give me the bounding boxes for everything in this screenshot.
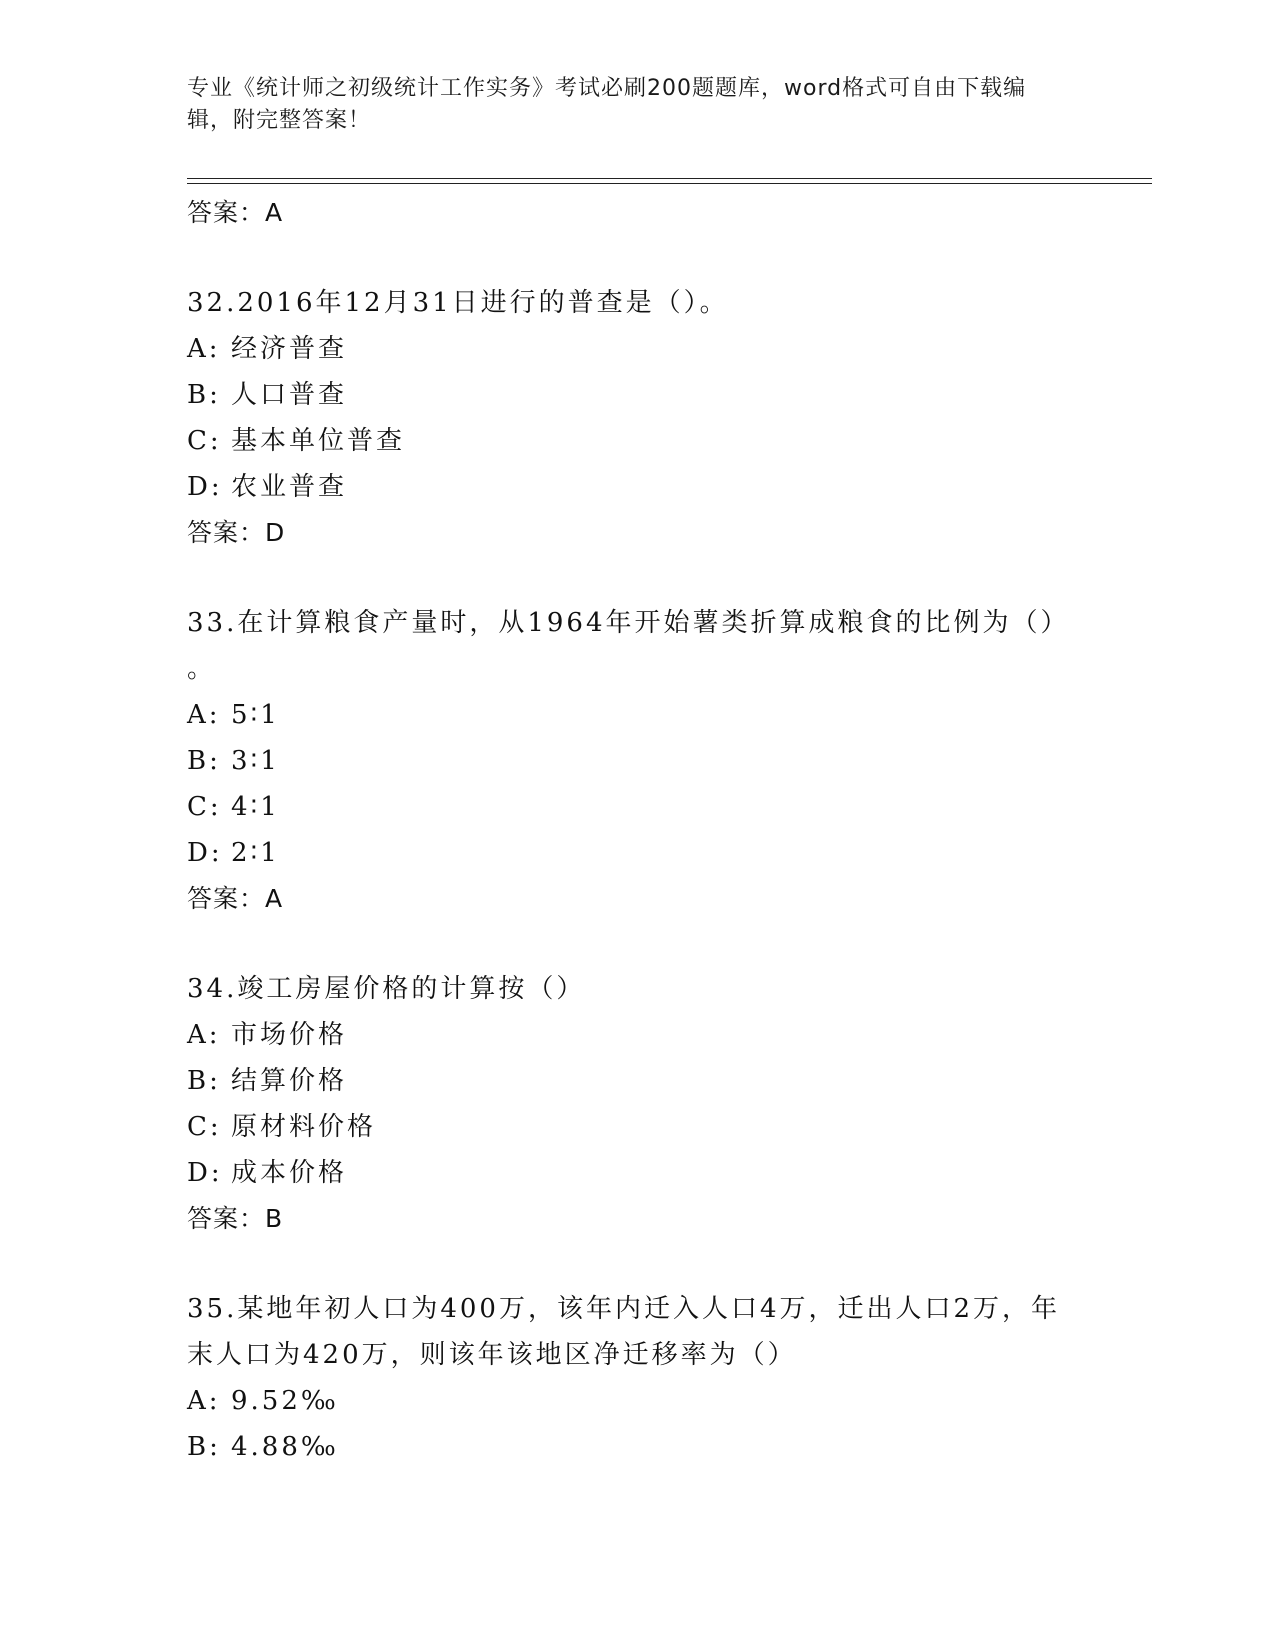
option-c [187,418,1087,464]
option-key: C: [187,1112,222,1142]
question-text: 34.竣工房屋价格的计算按（） [187,974,586,1004]
header-divider-top [187,178,1152,179]
option-key: A: [187,334,221,364]
question-text: 32.2016年12月31日进行的普查是（）。 [187,288,729,318]
question-list [187,190,1087,1470]
answer-text: 答案：D [187,518,286,547]
option-text: 成本价格 [231,1158,348,1188]
option-text: 基本单位普查 [231,426,406,456]
option-text: 原材料价格 [231,1112,377,1142]
option-b [187,372,1087,418]
option-a [187,1012,1087,1058]
option-text: 3∶1 [231,746,280,776]
option-b [187,1424,1087,1470]
option-text: 农业普查 [231,472,348,502]
option-a [187,692,1087,738]
option-c [187,1104,1087,1150]
option-key: D: [187,472,223,502]
question-text-continued: 末人口为420万，则该年该地区净迁移率为（） [187,1340,797,1370]
question-block [187,280,1087,556]
option-a [187,1378,1087,1424]
answer-text: 答案：B [187,1204,284,1233]
option-text: 人口普查 [231,380,348,410]
option-a [187,326,1087,372]
question-block [187,1286,1087,1470]
option-key: B: [187,380,221,410]
answer-text: 答案：A [187,884,284,913]
option-key: A: [187,1386,221,1416]
page-header: 专业《统计师之初级统计工作实务》考试必刷200题题库，word格式可自由下载编辑，附完整答案！ [187,76,1027,133]
option-b [187,738,1087,784]
option-key: A: [187,1020,221,1050]
header-divider-bottom [187,183,1152,184]
option-c [187,784,1087,830]
option-text: 9.52‰ [231,1386,339,1416]
option-text: 5∶1 [231,700,280,730]
option-b [187,1058,1087,1104]
option-key: D: [187,838,223,868]
option-key: C: [187,426,222,456]
question-text: 35.某地年初人口为400万，该年内迁入人口4万，迁出人口2万，年 [187,1294,1061,1324]
option-text: 结算价格 [231,1066,348,1096]
option-key: D: [187,1158,223,1188]
option-text: 4∶1 [231,792,280,822]
question-text-continued: 。 [187,654,217,684]
option-text: 2∶1 [231,838,280,868]
option-key: B: [187,1432,221,1462]
answer-text: 答案：A [187,198,284,227]
option-text: 市场价格 [231,1020,348,1050]
option-key: B: [187,746,221,776]
option-key: B: [187,1066,221,1096]
option-text: 4.88‰ [231,1432,339,1462]
option-d [187,830,1087,876]
question-block [187,966,1087,1242]
option-key: A: [187,700,221,730]
option-d [187,464,1087,510]
option-text: 经济普查 [231,334,348,364]
option-key: C: [187,792,222,822]
question-text: 33.在计算粮食产量时，从1964年开始薯类折算成粮食的比例为（） [187,608,1070,638]
option-d [187,1150,1087,1196]
question-block [187,600,1087,922]
